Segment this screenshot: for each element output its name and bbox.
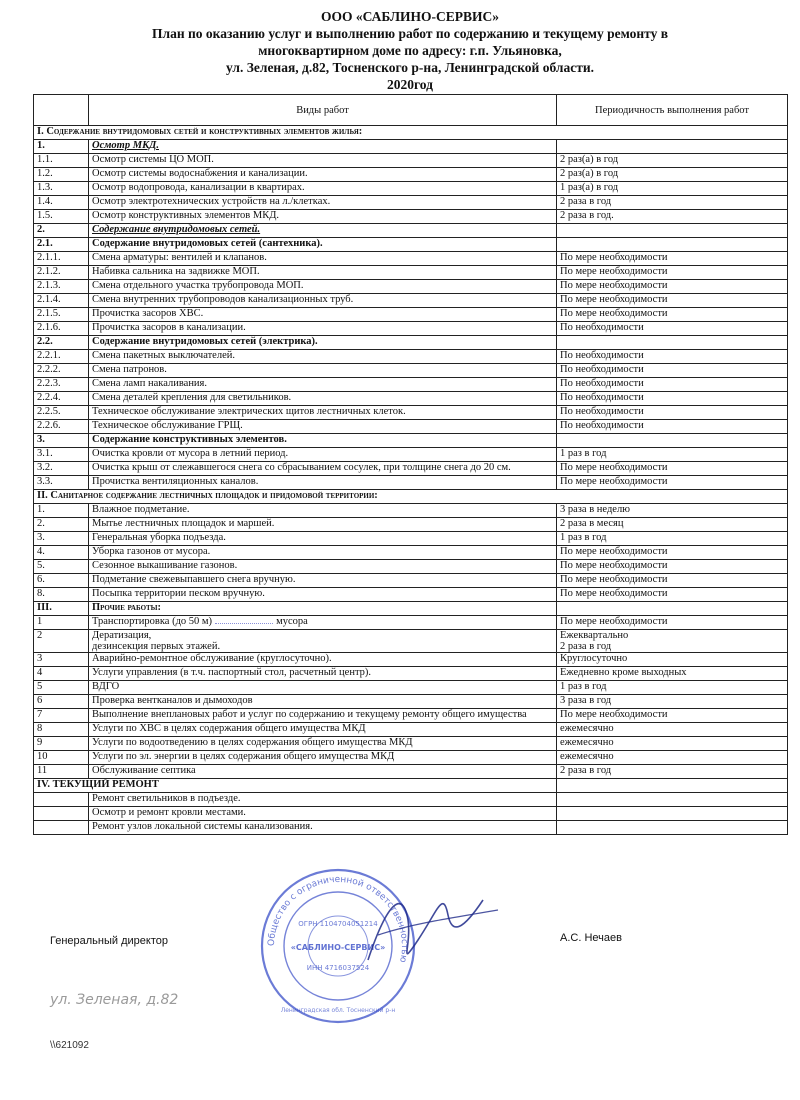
work-cell: Прочистка засоров в канализации.: [89, 322, 557, 336]
work-cell: Смена арматуры: вентилей и клапанов.: [89, 252, 557, 266]
period-cell: По необходимости: [557, 350, 788, 364]
subsection-title: Содержание конструктивных элементов.: [89, 434, 557, 448]
table-row: [34, 168, 788, 182]
works-table: [33, 94, 788, 835]
period-cell: По мере необходимости: [557, 252, 788, 266]
row-num: 2.2.6.: [34, 420, 89, 434]
row-num: 2.2.5.: [34, 406, 89, 420]
period-cell: 2 раза в год: [557, 196, 788, 210]
row-num: 2.2.: [34, 336, 89, 350]
redacted-mark: [215, 620, 273, 624]
period-cell: По мере необходимости: [557, 560, 788, 574]
table-row: [34, 807, 788, 821]
row-num: 2.1.3.: [34, 280, 89, 294]
table-row: [34, 560, 788, 574]
period-cell: По необходимости: [557, 392, 788, 406]
work-cell: Прочистка вентиляционных каналов.: [89, 476, 557, 490]
period-cell: По мере необходимости: [557, 308, 788, 322]
row-num: 2.2.3.: [34, 378, 89, 392]
period-cell: ежемесячно: [557, 751, 788, 765]
row-num: 3.1.: [34, 448, 89, 462]
section-title: Прочие работы:: [89, 602, 557, 616]
header-num-cell: [34, 95, 89, 126]
row-num: 1.2.: [34, 168, 89, 182]
table-row: [34, 364, 788, 378]
table-row: [34, 518, 788, 532]
work-cell: Подметание свежевыпавшего снега вручную.: [89, 574, 557, 588]
period-cell: По необходимости: [557, 406, 788, 420]
row-num: 2: [34, 630, 89, 653]
row-num: 11: [34, 765, 89, 779]
work-cell: Осмотр и ремонт кровли местами.: [89, 807, 557, 821]
document-header: [60, 8, 760, 93]
period-cell: 1 раз в год: [557, 448, 788, 462]
period-cell: 3 раза в год: [557, 695, 788, 709]
work-cell: Прочистка засоров ХВС.: [89, 308, 557, 322]
row-num: 3.: [34, 434, 89, 448]
table-row: [34, 793, 788, 807]
table-row: [34, 350, 788, 364]
work-cell: Техническое обслуживание ГРЩ.: [89, 420, 557, 434]
row-num: 2.1.4.: [34, 294, 89, 308]
work-cell: Техническое обслуживание электрических щитов лестничных клеток.: [89, 406, 557, 420]
period-cell: [557, 807, 788, 821]
section-heading: [34, 602, 788, 616]
row-num: 1.1.: [34, 154, 89, 168]
table-row: [34, 765, 788, 779]
row-num: 2.1.: [34, 238, 89, 252]
period-cell: По мере необходимости: [557, 266, 788, 280]
period-cell: По мере необходимости: [557, 546, 788, 560]
table-row: [34, 448, 788, 462]
plan-address: ул. Зеленая, д.82, Тосненского р-на, Ленинградской области.: [226, 60, 594, 75]
period-cell: По мере необходимости: [557, 709, 788, 723]
work-text: Дератизация,: [92, 630, 152, 641]
period-cell: По необходимости: [557, 378, 788, 392]
work-cell: Набивка сальника на задвижке МОП.: [89, 266, 557, 280]
row-num: 1.3.: [34, 182, 89, 196]
plan-title: План по оказанию услуг и выполнению работ по содержанию и текущему ремонту в: [152, 26, 668, 41]
section-title: II. Санитарное содержание лестничных площадок и придомовой территории:: [34, 490, 788, 504]
work-cell: Осмотр системы ЦО МОП.: [89, 154, 557, 168]
row-num: 1.: [34, 504, 89, 518]
table-row: [34, 322, 788, 336]
table-row: [34, 182, 788, 196]
work-cell: ВДГО: [89, 681, 557, 695]
period-cell: [557, 821, 788, 835]
row-num: 7: [34, 709, 89, 723]
period-cell: [557, 224, 788, 238]
period-cell: [557, 434, 788, 448]
section-heading: [34, 126, 788, 140]
table-row: [34, 653, 788, 667]
period-cell: 2 раза в год: [557, 765, 788, 779]
table-row: [34, 751, 788, 765]
period-cell: ежемесячно: [557, 723, 788, 737]
period-cell: По мере необходимости: [557, 280, 788, 294]
signatory-name: А.С. Нечаев: [560, 932, 622, 944]
period-cell: 1 раз(а) в год: [557, 182, 788, 196]
row-num: 3.: [34, 532, 89, 546]
table-row: [34, 616, 788, 630]
row-num: 1.4.: [34, 196, 89, 210]
row-num: 2.1.6.: [34, 322, 89, 336]
work-text: дезинсекция первых этажей.: [92, 641, 221, 652]
table-row: [34, 154, 788, 168]
row-num: 8: [34, 723, 89, 737]
table-row: [34, 709, 788, 723]
table-row: [34, 462, 788, 476]
row-num: 2.2.1.: [34, 350, 89, 364]
period-cell: Круглосуточно: [557, 653, 788, 667]
row-num: [34, 807, 89, 821]
table-row: [34, 588, 788, 602]
table-row: [34, 196, 788, 210]
plan-year: 2020год: [387, 77, 433, 92]
period-cell: [557, 779, 788, 793]
signature-scribble: [348, 880, 508, 980]
work-cell: Услуги по ХВС в целях содержания общего имущества МКД: [89, 723, 557, 737]
work-cell: [89, 616, 557, 630]
table-row: [34, 476, 788, 490]
subsection-heading: [34, 140, 788, 154]
table-row: [34, 723, 788, 737]
stamp-region: Ленинградская обл. Тосненский р-н: [280, 1007, 396, 1014]
row-num: 2.: [34, 224, 89, 238]
row-num: 2.1.5.: [34, 308, 89, 322]
work-cell: Осмотр конструктивных элементов МКД.: [89, 210, 557, 224]
work-cell: Выполнение внеплановых работ и услуг по содержанию и текущему ремонту общего имущества: [89, 709, 557, 723]
table-row: [34, 532, 788, 546]
period-cell: 1 раз в год: [557, 681, 788, 695]
table-row: [34, 504, 788, 518]
table-row: [34, 420, 788, 434]
stamp-company-name: «САБЛИНО-СЕРВИС»: [290, 943, 386, 952]
work-cell: Смена деталей крепления для светильников.: [89, 392, 557, 406]
row-num: 2.2.4.: [34, 392, 89, 406]
period-text: Ежеквартально: [560, 630, 629, 641]
row-num: 2.2.2.: [34, 364, 89, 378]
row-num: 1.5.: [34, 210, 89, 224]
work-cell: Смена пакетных выключателей.: [89, 350, 557, 364]
period-cell: 2 раз(а) в год: [557, 168, 788, 182]
work-cell: Очистка крыш от слежавшегося снега со сбрасыванием сосулек, при толщине снега до 20 см.: [89, 462, 557, 476]
row-num: 2.1.1.: [34, 252, 89, 266]
table-row: [34, 392, 788, 406]
company-name: ООО «САБЛИНО-СЕРВИС»: [320, 9, 500, 24]
subsection-heading: [34, 434, 788, 448]
period-cell: 3 раза в неделю: [557, 504, 788, 518]
work-cell: Смена патронов.: [89, 364, 557, 378]
period-cell: По необходимости: [557, 322, 788, 336]
row-num: 6: [34, 695, 89, 709]
work-cell: Услуги по водоотведению в целях содержания общего имущества МКД: [89, 737, 557, 751]
row-num: 6.: [34, 574, 89, 588]
table-row: [34, 574, 788, 588]
period-cell: По мере необходимости: [557, 588, 788, 602]
work-cell: Аварийно-ремонтное обслуживание (круглосуточно).: [89, 653, 557, 667]
period-cell: [557, 793, 788, 807]
period-cell: По необходимости: [557, 420, 788, 434]
stamp-ogrn: ОГРН 1104704051214: [298, 920, 378, 928]
period-cell: 1 раз в год: [557, 532, 788, 546]
row-num: 3: [34, 653, 89, 667]
row-num: III.: [34, 602, 89, 616]
work-cell: Ремонт светильников в подъезде.: [89, 793, 557, 807]
period-cell: По необходимости: [557, 364, 788, 378]
work-cell: Проверка вентканалов и дымоходов: [89, 695, 557, 709]
row-num: 3.2.: [34, 462, 89, 476]
period-cell: По мере необходимости: [557, 574, 788, 588]
table-row: [34, 252, 788, 266]
row-num: 2.: [34, 518, 89, 532]
row-num: 5: [34, 681, 89, 695]
period-cell: По мере необходимости: [557, 294, 788, 308]
work-cell: Услуги по эл. энергии в целях содержания общего имущества МКД: [89, 751, 557, 765]
table-row: [34, 821, 788, 835]
work-cell: Осмотр водопровода, канализации в квартирах.: [89, 182, 557, 196]
address-annotation: ул. Зеленая, д.82: [50, 992, 179, 1008]
work-cell: Ремонт узлов локальной системы канализования.: [89, 821, 557, 835]
work-cell: Смена отдельного участка трубопровода МОП.: [89, 280, 557, 294]
work-cell: Осмотр системы водоснабжения и канализации.: [89, 168, 557, 182]
section-heading: [34, 779, 788, 793]
row-num: 9: [34, 737, 89, 751]
table-row: [34, 280, 788, 294]
period-text: 2 раза в год: [560, 641, 612, 652]
work-cell: Обслуживание септика: [89, 765, 557, 779]
subsection-heading: [34, 238, 788, 252]
work-cell: [89, 630, 557, 653]
work-cell: Генеральная уборка подъезда.: [89, 532, 557, 546]
work-cell: Осмотр электротехнических устройств на л./клетках.: [89, 196, 557, 210]
table-row: [34, 695, 788, 709]
period-cell: Ежедневно кроме выходных: [557, 667, 788, 681]
work-cell: Посыпка территории песком вручную.: [89, 588, 557, 602]
table-row: [34, 630, 788, 653]
period-cell: [557, 602, 788, 616]
work-cell: Уборка газонов от мусора.: [89, 546, 557, 560]
work-text: мусора: [276, 616, 308, 627]
period-cell: 2 раза в месяц: [557, 518, 788, 532]
row-num: [34, 793, 89, 807]
plan-title-line2: многоквартирном доме по адресу: г.п. Ульяновка,: [258, 43, 562, 58]
table-row: [34, 294, 788, 308]
subsection-heading: [34, 336, 788, 350]
row-num: 1: [34, 616, 89, 630]
work-cell: Очистка кровли от мусора в летний период.: [89, 448, 557, 462]
period-cell: По мере необходимости: [557, 476, 788, 490]
work-text: Транспортировка (до 50 м): [92, 616, 213, 627]
row-num: 3.3.: [34, 476, 89, 490]
table-row: [34, 737, 788, 751]
work-cell: Услуги управления (в т.ч. паспортный стол, расчетный центр).: [89, 667, 557, 681]
work-cell: Влажное подметание.: [89, 504, 557, 518]
table-row: [34, 308, 788, 322]
table-row: [34, 681, 788, 695]
table-row: [34, 378, 788, 392]
document-id: \\621092: [50, 1040, 89, 1051]
period-cell: ежемесячно: [557, 737, 788, 751]
period-cell: [557, 336, 788, 350]
period-cell: [557, 630, 788, 653]
table-row: [34, 266, 788, 280]
signatory-position: Генеральный директор: [50, 935, 168, 947]
work-cell: Смена ламп накаливания.: [89, 378, 557, 392]
section-title: IV. ТЕКУЩИЙ РЕМОНТ: [34, 779, 557, 793]
period-cell: 2 раза в год.: [557, 210, 788, 224]
row-num: 4.: [34, 546, 89, 560]
table-row: [34, 210, 788, 224]
header-period-cell: Периодичность выполнения работ: [557, 95, 788, 126]
period-cell: [557, 140, 788, 154]
period-cell: 2 раз(а) в год: [557, 154, 788, 168]
period-cell: По мере необходимости: [557, 616, 788, 630]
row-num: 8.: [34, 588, 89, 602]
stamp-inn: ИНН 4716037524: [306, 964, 370, 972]
section-title: I. Содержание внутридомовых сетей и конструктивных элементов жилья:: [34, 126, 788, 140]
table-header-row: [34, 95, 788, 126]
row-num: 1.: [34, 140, 89, 154]
header-work-cell: Виды работ: [89, 95, 557, 126]
table-row: [34, 406, 788, 420]
work-cell: Сезонное выкашивание газонов.: [89, 560, 557, 574]
work-cell: Смена внутренних трубопроводов канализационных труб.: [89, 294, 557, 308]
subsection-heading: [34, 224, 788, 238]
row-num: 5.: [34, 560, 89, 574]
section-heading: [34, 490, 788, 504]
subsection-title: Содержание внутридомовых сетей (сантехника).: [89, 238, 557, 252]
row-num: [34, 821, 89, 835]
row-num: 10: [34, 751, 89, 765]
table-row: [34, 667, 788, 681]
table-row: [34, 546, 788, 560]
subsection-title: Содержание внутридомовых сетей.: [89, 224, 557, 238]
work-cell: Мытье лестничных площадок и маршей.: [89, 518, 557, 532]
period-cell: По мере необходимости: [557, 462, 788, 476]
subsection-title: Содержание внутридомовых сетей (электрика).: [89, 336, 557, 350]
row-num: 4: [34, 667, 89, 681]
row-num: 2.1.2.: [34, 266, 89, 280]
stamp-ring-text: Общество с ограниченной ответственностью: [266, 874, 410, 964]
subsection-title: Осмотр МКД.: [89, 140, 557, 154]
period-cell: [557, 238, 788, 252]
